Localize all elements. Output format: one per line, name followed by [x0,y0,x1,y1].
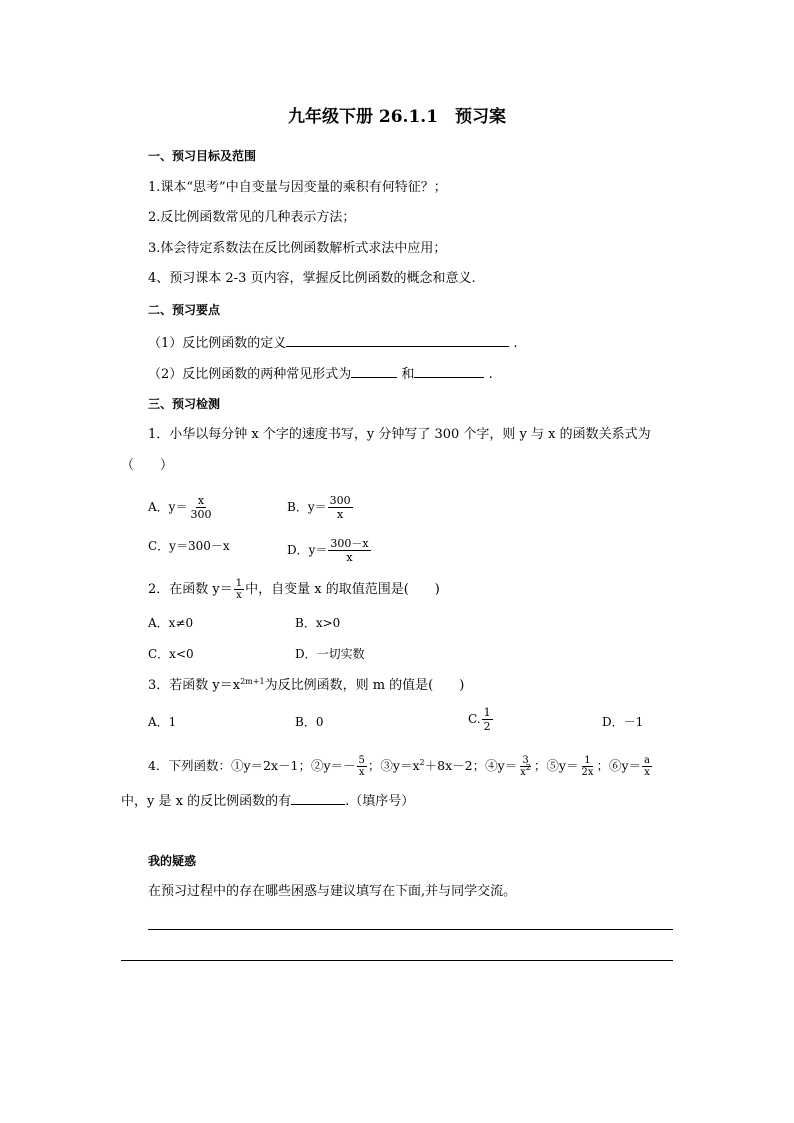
q4-text-1: 4．下列函数：①y＝2x－1；②y＝－ [148,758,356,773]
q4-line2-text: 中，y 是 x 的反比例函数的有 [121,794,292,809]
q4-text-2b: ＋8x－2；④y＝ [424,758,518,773]
q3-option-c[interactable] [468,706,494,733]
q1-a-prefix: A．y＝ [148,500,188,514]
q1-a-denominator: 300 [190,508,212,521]
q1-b-fraction [328,494,353,521]
q4-fraction-2 [357,755,367,778]
keypoint-1-text: （1）反比例函数的定义 [148,336,287,351]
q1-a-fraction [188,494,213,521]
form-blank-1[interactable] [351,364,397,378]
section3-heading: 三、预习检测 [148,397,221,411]
q1-a-numerator: x [197,494,205,507]
q4-f6-denominator: x [644,767,650,778]
q1-b-denominator: x [337,508,344,521]
section2-heading: 二、预习要点 [148,303,221,317]
q4-f4-denominator: x [520,767,526,778]
goal-item-1: 1.课本“思考”中自变量与因变量的乘积有何特征？； [148,180,447,195]
doubts-heading: 我的疑惑 [148,854,197,868]
page-title: 九年级下册 26.1.1 预习案 [287,107,507,127]
goal-item-3: 3.体会待定系数法在反比例函数解析式求法中应用； [148,241,447,256]
q1-d-fraction [328,537,370,564]
q4-f4-numerator: 3 [522,755,529,766]
q3-option-b[interactable]: B．0 [295,715,324,729]
section1-heading: 一、预习目标及范围 [148,149,257,163]
keypoint-2-end: . [488,367,493,382]
q1-b-prefix: B．y＝ [287,500,327,514]
q4-text-2: ；③y＝x [367,758,420,773]
q4-exponent-3: 2 [419,758,425,767]
goal-item-2: 2.反比例函数常见的几种表示方法； [148,210,356,225]
q2-prefix: 2．在函数 y＝ [148,582,233,597]
answer-line-1[interactable] [148,929,673,930]
q4-f5-denominator: 2x [581,767,594,778]
q3-exponent: 2m+1 [240,677,265,686]
q4-f4-denominator-wrap [518,763,533,778]
q3-c-fraction [482,706,493,733]
q4-f4-exponent: 2 [525,763,531,772]
doubts-instruction: 在预习过程中的存在哪些困惑与建议填写在下面,并与同学交流。 [148,884,517,899]
q2-option-d[interactable]: D．一切实数 [295,647,365,661]
q3-suffix: 为反比例函数，则 m 的值是( ) [264,678,465,693]
answer-line-2[interactable] [121,960,673,961]
q4-text-3: ；⑤y＝ [533,758,579,773]
q2-option-c[interactable]: C．x<0 [148,647,194,661]
q4-text-4: ；⑥y＝ [596,758,642,773]
q2-numerator: 1 [235,578,243,589]
q1-answer-paren: （ ） [121,458,174,473]
q4-f6-numerator: a [644,755,651,766]
q1-d-prefix: D．y＝ [287,543,328,557]
keypoint-1-end: . [513,336,518,351]
q3-prefix: 3．若函数 y＝x [148,678,241,693]
q2-stem [148,578,440,601]
q4-line-2 [121,791,414,810]
q4-fraction-4 [518,755,533,778]
q1-option-a[interactable] [148,494,214,521]
q3-c-denominator: 2 [483,720,491,733]
q4-stem [148,755,653,778]
q3-option-d[interactable]: D．－1 [602,715,644,729]
q4-answer-blank[interactable] [291,791,345,805]
q1-b-numerator: 300 [329,494,351,507]
q2-option-b[interactable]: B．x>0 [295,616,341,630]
q2-denominator: x [236,590,242,601]
keypoint-2-mid: 和 [401,367,415,382]
q1-d-denominator: x [346,551,353,564]
q4-fraction-6 [642,755,652,778]
q3-stem [148,678,464,694]
goal-item-4: 4、预习课本 2-3 页内容，掌握反比例函数的概念和意义. [148,271,476,286]
form-blank-2[interactable] [414,364,484,378]
q2-fraction [234,578,244,601]
q1-option-c[interactable]: C．y＝300－x [148,539,230,553]
q4-f2-numerator: 5 [358,755,365,766]
q4-line2-end: .（填序号） [345,794,415,809]
q1-d-numerator: 300－x [330,537,369,550]
q3-c-prefix: C. [468,712,481,726]
q1-option-d[interactable] [287,537,372,564]
q3-option-a[interactable]: A．1 [148,715,177,729]
q4-f2-denominator: x [358,767,365,778]
q1-stem: 1．小华以每分钟 x 个字的速度书写，y 分钟写了 300 个字，则 y 与 x 的函数关系式为 [148,427,651,442]
q4-f5-numerator: 1 [584,755,591,766]
keypoint-2 [148,364,493,383]
q1-option-b[interactable] [287,494,354,521]
q4-fraction-5 [579,755,595,778]
q2-suffix: 中，自变量 x 的取值范围是( ) [245,582,440,597]
keypoint-1 [148,333,518,352]
definition-blank[interactable] [286,333,509,347]
q3-c-numerator: 1 [483,706,491,719]
q2-option-a[interactable]: A．x≠0 [148,616,194,630]
keypoint-2-text: （2）反比例函数的两种常见形式为 [148,367,352,382]
